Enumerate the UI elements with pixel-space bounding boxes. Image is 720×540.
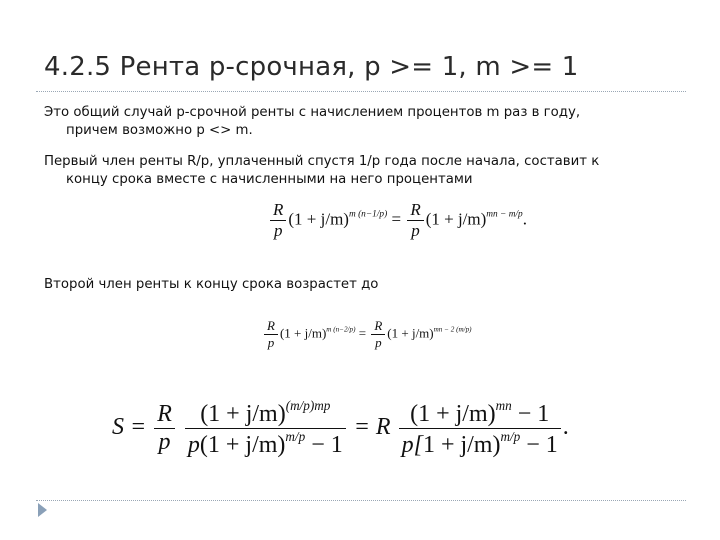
fraction-sum-left: $\frac{(1 + j/m)^{(m/p)mp}}{p(1 + j/m)^{m/p} - 1}$: [185, 398, 346, 459]
slide-title: 4.2.5 Рента р-срочная, р >= 1, m >= 1: [44, 52, 579, 82]
formula-first-member: $\frac{R}{p}$ $(1 + j/m)^{m (n-1/p)}$ = $\frac{R}{p}$ $(1 + j/m)^{mn - m/p}$.: [268, 200, 527, 241]
paragraph-line: причем возможно р <> m.: [66, 123, 253, 138]
footer-divider: [36, 500, 686, 501]
formula-second-member: $\frac{R}{p}$ $(1 + j/m)^{m (n-2/p)}$ = $\frac{R}{p}$ $(1 + j/m)^{mn - 2 (m/p)}$: [262, 318, 472, 351]
paragraph-first-member: [44, 153, 684, 189]
fraction-r-over-p: $\frac{R}{p}$: [270, 200, 286, 241]
paragraph-line: концу срока вместе с начисленными на него процентами: [66, 172, 473, 187]
paragraph-second-member: Второй член ренты к концу срока возрастет до: [44, 277, 379, 292]
paragraph-line: Первый член ренты R/p, уплаченный спустя 1/р года после начала, составит к: [44, 154, 600, 169]
title-divider: [36, 91, 686, 92]
paragraph-line: Это общий случай р-срочной ренты с начислением процентов m раз в году,: [44, 105, 581, 120]
paragraph-general-case: [44, 104, 684, 140]
formula-sum-s: S = $\frac{R}{p}$ $\frac{(1 + j/m)^{(m/p)mp}}{p(1 + j/m)^{m/p} - 1}$ = R $\frac{(1 + j/m)^{mn} - 1}{p[1 + j/m)^{m/p} - 1}$ .: [112, 398, 569, 459]
arrow-bullet-icon: [38, 503, 47, 517]
fraction-sum-right: $\frac{(1 + j/m)^{mn} - 1}{p[1 + j/m)^{m/p} - 1}$: [399, 398, 561, 459]
